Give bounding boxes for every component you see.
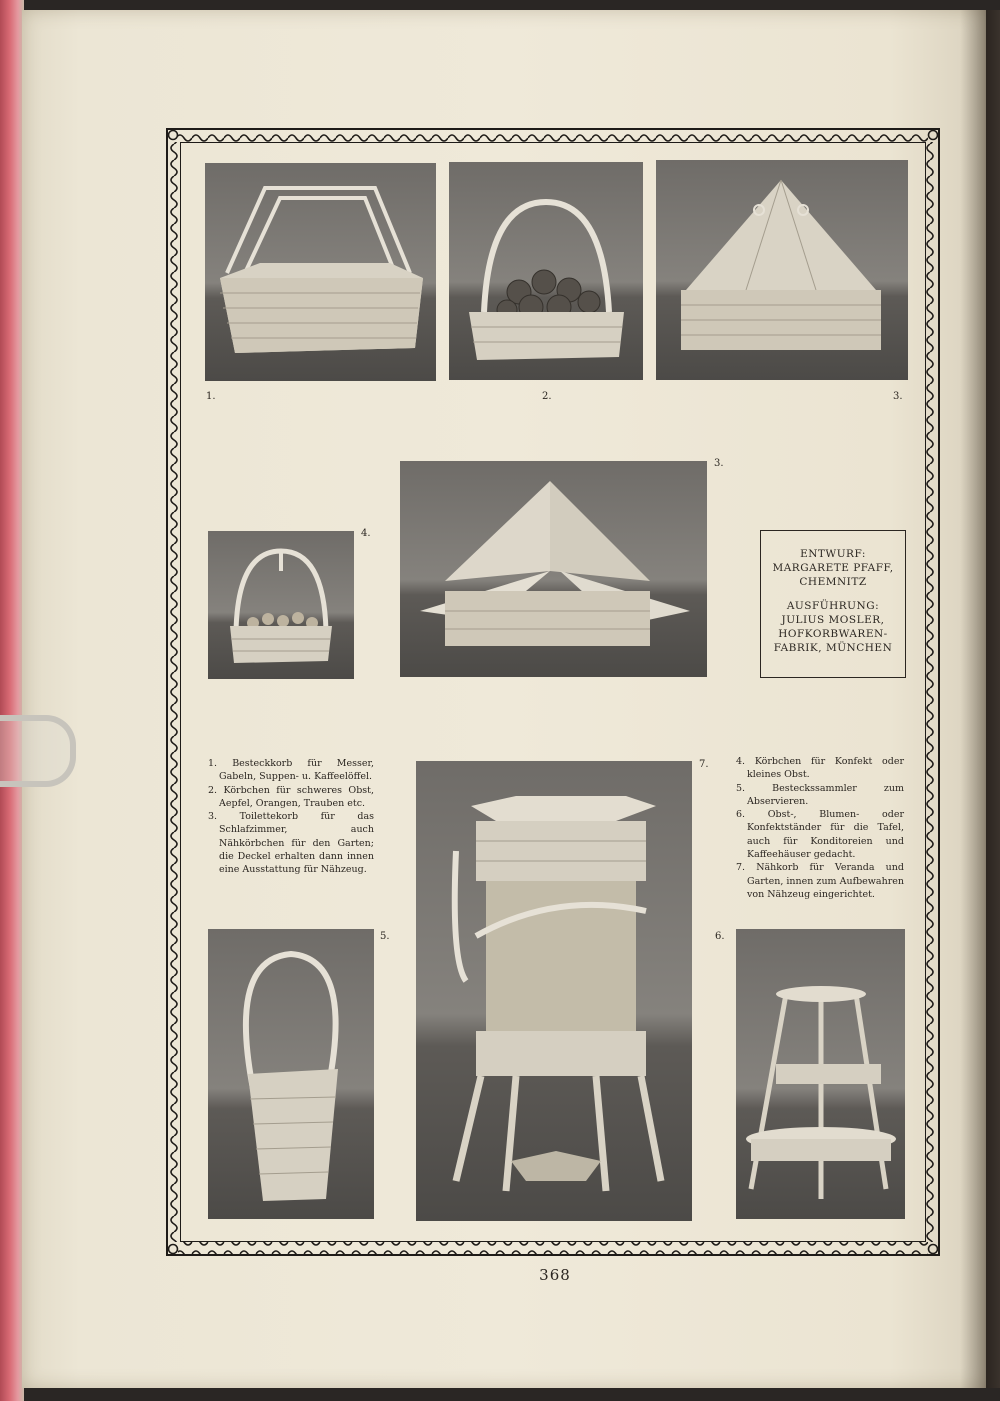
figure-label-6: 6. (715, 931, 725, 942)
caption-item: 5. Besteckssammler zum Abservieren. (736, 782, 904, 807)
maker-city: FABRIK, MÜNCHEN (773, 642, 893, 654)
credits-box (760, 530, 906, 678)
designer-name: MARGARETE PFAFF, (772, 562, 894, 574)
figure-label-2: 2. (542, 391, 552, 402)
page-clip-icon (0, 715, 76, 787)
caption-left (208, 757, 374, 877)
execution-label: AUSFÜHRUNG: (786, 600, 880, 612)
photo-toilet-basket-closed (656, 160, 908, 380)
design-label: ENTWURF: (800, 548, 866, 560)
caption-item: 6. Obst-, Blumen- oder Konfektständer für die Tafel, auch für Konditoreien und Kaffeehäuser gedacht. (736, 809, 904, 861)
maker-trade: HOFKORBWAREN- (778, 628, 888, 640)
caption-item: 1. Besteckkorb für Messer, Gabeln, Suppen- u. Kaffeelöffel. (208, 758, 374, 783)
caption-item: 7. Nähkorb für Veranda und Garten, innen zum Aufbewahren von Nähzeug eingerichtet. (736, 862, 904, 900)
figure-label-3-top: 3. (893, 391, 903, 402)
photo-toilet-basket-open (400, 461, 707, 677)
designer-city: CHEMNITZ (799, 576, 867, 588)
photo-cutlery-collector (208, 929, 374, 1219)
book-page-edges (0, 0, 24, 1401)
figure-label-1: 1. (206, 391, 216, 402)
caption-item: 2. Körbchen für schweres Obst, Aepfel, Orangen, Trauben etc. (208, 784, 374, 809)
figure-label-3-middle: 3. (714, 458, 724, 469)
figure-label-4: 4. (361, 528, 371, 539)
photo-sewing-basket (416, 761, 692, 1221)
book-gutter-shadow (960, 10, 1000, 1388)
photo-fruit-basket (449, 162, 643, 380)
caption-item: 4. Körbchen für Konfekt oder kleines Obst. (736, 756, 904, 781)
caption-right (736, 755, 904, 901)
photo-tiered-stand (736, 929, 905, 1219)
photo-cutlery-basket (205, 163, 436, 381)
caption-item: 3. Toilettekorb für das Schlafzimmer, auch Nähkörbchen für den Garten; die Deckel erhalten dann innen eine Ausstattung für Nähzeug. (208, 811, 374, 876)
maker-name: JULIUS MOSLER, (781, 614, 885, 626)
page-number: 368 (539, 1266, 571, 1284)
figure-label-5: 5. (380, 931, 390, 942)
figure-label-7: 7. (699, 759, 709, 770)
photo-confection-basket (208, 531, 354, 679)
